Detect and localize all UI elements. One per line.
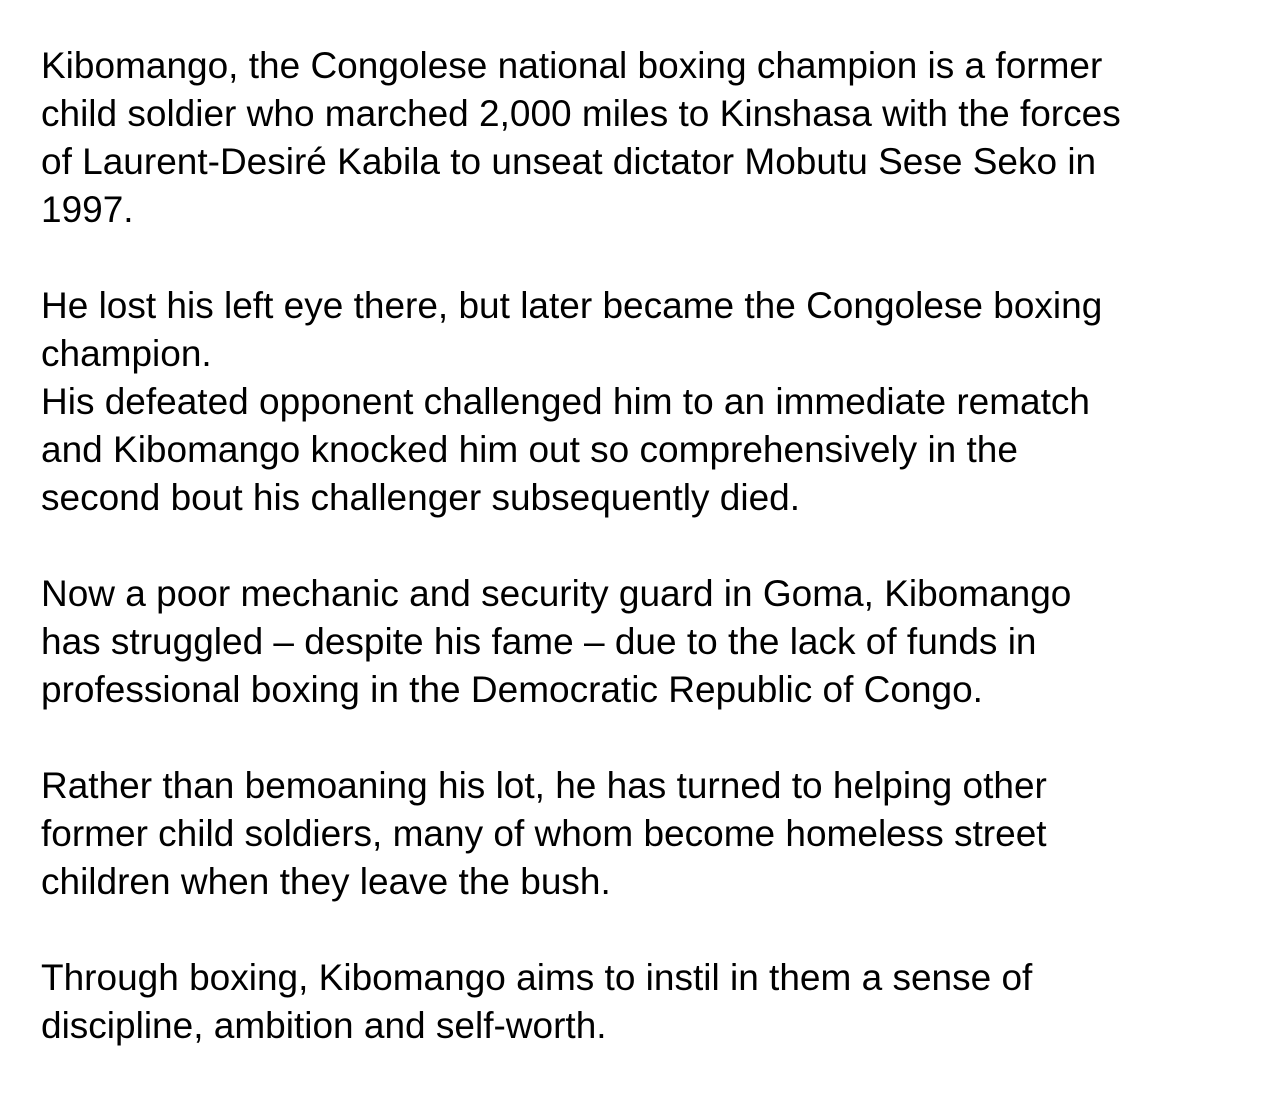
text-line: Rather than bemoaning his lot, he has turned to helping other <box>41 765 1047 806</box>
text-line: and Kibomango knocked him out so comprehensively in the <box>41 429 1018 470</box>
text-line: His defeated opponent challenged him to an immediate rematch <box>41 381 1090 422</box>
paragraph-2 <box>41 282 1261 378</box>
paragraph-6 <box>41 954 1261 1050</box>
paragraph-1 <box>41 42 1261 234</box>
text-line: of Laurent-Desiré Kabila to unseat dictator Mobutu Sese Seko in <box>41 141 1097 182</box>
text-line: Now a poor mechanic and security guard in Goma, Kibomango <box>41 573 1072 614</box>
text-line: Kibomango, the Congolese national boxing champion is a former <box>41 45 1103 86</box>
article-text <box>41 42 1261 1050</box>
paragraph-4 <box>41 570 1261 714</box>
text-line: champion. <box>41 333 212 374</box>
text-line: He lost his left eye there, but later became the Congolese boxing <box>41 285 1103 326</box>
paragraph-5 <box>41 762 1261 906</box>
text-line: children when they leave the bush. <box>41 861 611 902</box>
text-line: professional boxing in the Democratic Republic of Congo. <box>41 669 983 710</box>
paragraph-3 <box>41 378 1261 522</box>
text-line: second bout his challenger subsequently died. <box>41 477 801 518</box>
text-line: discipline, ambition and self-worth. <box>41 1005 607 1046</box>
text-line: former child soldiers, many of whom become homeless street <box>41 813 1047 854</box>
text-line: 1997. <box>41 189 134 230</box>
text-line: Through boxing, Kibomango aims to instil in them a sense of <box>41 957 1033 998</box>
text-line: child soldier who marched 2,000 miles to Kinshasa with the forces <box>41 93 1121 134</box>
text-line: has struggled – despite his fame – due to the lack of funds in <box>41 621 1037 662</box>
